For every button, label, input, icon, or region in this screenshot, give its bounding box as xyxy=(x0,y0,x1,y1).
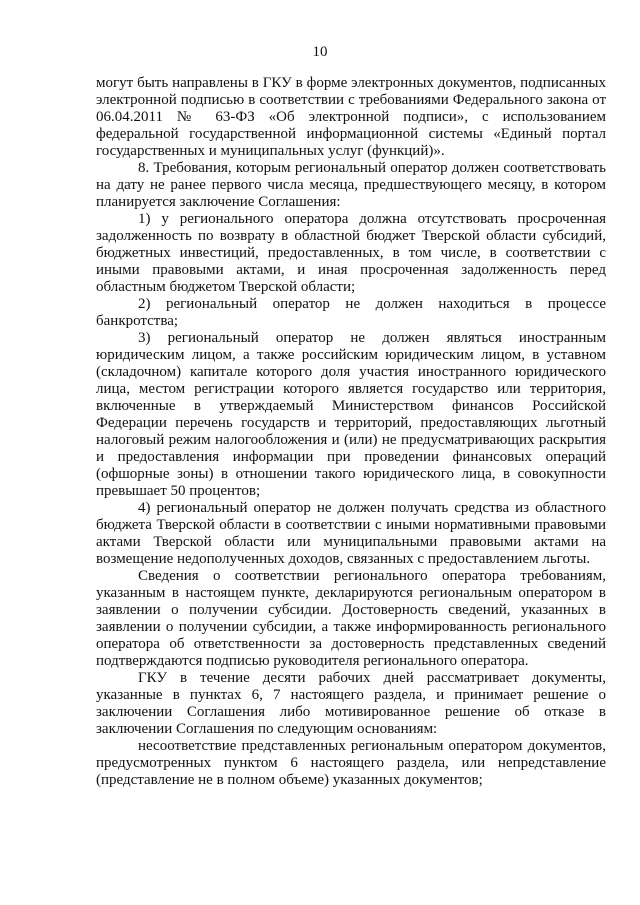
document-body xyxy=(96,75,606,789)
paragraph-declaration: Сведения о соответствии регионального оператора требованиям, указанным в настоящем пункте, декларируются региональным оператором в заявлении о получении субсидии. Достоверность сведений, указанных в заявлении о получении субсидии, а также информированность регионального оператора об ответственности за достоверность представленных сведений подтверждаются подписью руководителя регионального оператора. xyxy=(96,568,606,669)
page-number: 10 xyxy=(312,44,328,60)
paragraph-subitem-1: 1) у регионального оператора должна отсутствовать просроченная задолженность по возврату в областной бюджет Тверской области субсидий, бюджетных инвестиций, предоставленных, в том числе, в соответствии с иными правовыми актами, и иная просроченная задолженность перед областным бюджетом Тверской области; xyxy=(96,211,606,295)
paragraph-subitem-3: 3) региональный оператор не должен являться иностранным юридическим лицом, а также российским юридическим лицом, в уставном (складочном) капитале которого доля участия иностранного юридического лица, местом регистрации которого является государство или территория, включенные в утверждаемый Министерством финансов Российской Федерации перечень государств и территорий, предоставляющих льготный налоговый режим налогообложения и (или) не предусматривающих раскрытия и предоставления информации при проведении финансовых операций (офшорные зоны) в отношении такого юридического лица, в совокупности превышает 50 процентов; xyxy=(96,330,606,499)
paragraph-refusal-ground: несоответствие представленных региональным оператором документов, предусмотренных пунктом 6 настоящего раздела, или непредставление (представление не в полном объеме) указанных документов; xyxy=(96,738,606,788)
paragraph-subitem-4: 4) региональный оператор не должен получать средства из областного бюджета Тверской области в соответствии с иными нормативными правовыми актами Тверской области или муниципальными правовыми актами на возмещение недополученных доходов, связанных с предоставлением льготы. xyxy=(96,500,606,567)
paragraph-review: ГКУ в течение десяти рабочих дней рассматривает документы, указанные в пунктах 6, 7 настоящего раздела, и принимает решение о заключении Соглашения либо мотивированное решение об отказе в заключении Соглашения по следующим основаниям: xyxy=(96,670,606,737)
paragraph-continuation: могут быть направлены в ГКУ в форме электронных документов, подписанных электронной подписью в соответствии с требованиями Федерального закона от 06.04.2011 № 63-ФЗ «Об электронной подписи», с использованием федеральной государственной информационной системы «Единый портал государственных и муниципальных услуг (функций)». xyxy=(96,75,606,159)
paragraph-subitem-2: 2) региональный оператор не должен находиться в процессе банкротства; xyxy=(96,296,606,329)
paragraph-item-8: 8. Требования, которым региональный оператор должен соответствовать на дату не ранее первого числа месяца, предшествующего месяцу, в котором планируется заключение Соглашения: xyxy=(96,160,606,210)
